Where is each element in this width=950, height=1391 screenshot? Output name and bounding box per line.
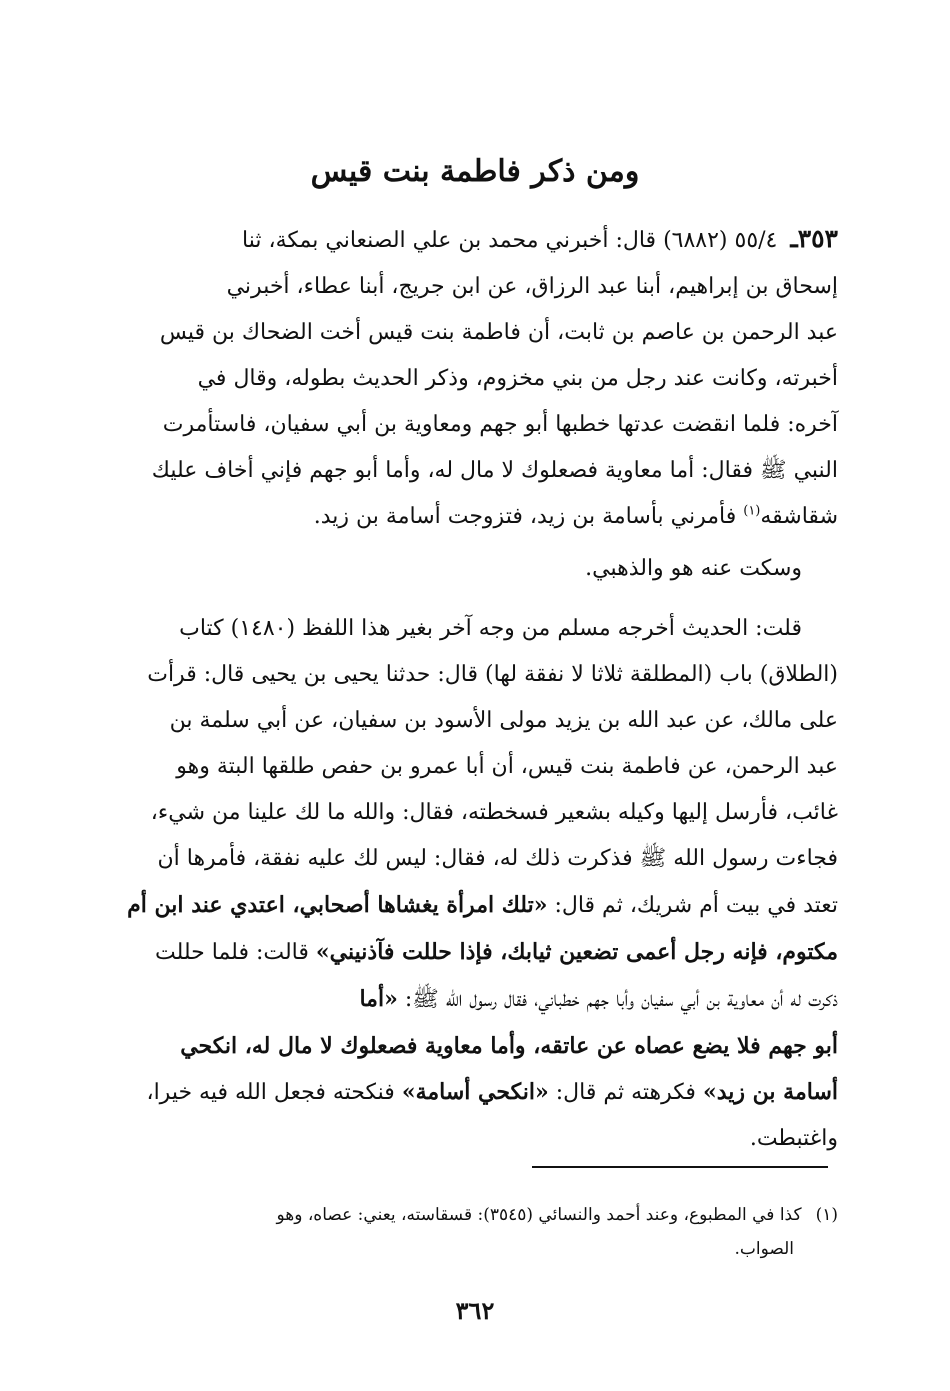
commentary-line-7 <box>120 882 838 929</box>
commentary-line-11 <box>120 1069 838 1116</box>
commentary-line-2: (الطلاق) باب (المطلقة ثلاثا لا نفقة لها) قال: حدثنا يحيى بن يحيى قال: قرأت <box>147 662 838 687</box>
commentary-line-8 <box>120 929 838 976</box>
commentary-line-10: أبو جهم فلا يضع عصاه عن عاتقه، وأما معاوية فصعلوك لا مال له، انكحي <box>180 1033 838 1059</box>
commentary-text: تعتد في بيت أم شريك، ثم قال: <box>547 893 838 918</box>
hadith-line-4: أخبرته، وكانت عند رجل من بني مخزوم، وذكر الحديث بطوله، وقال في <box>197 366 838 391</box>
commentary-paragraph <box>120 606 838 1162</box>
footnote-reference: (١) <box>743 503 761 519</box>
commentary-text: فنكحته فجعل الله فيه خيرا، <box>146 1080 402 1105</box>
commentary-line-1: قلت: الحديث أخرجه مسلم من وجه آخر بغير هذا اللفظ (١٤٨٠) كتاب <box>179 616 802 641</box>
commentary-text: ذكرت له أن معاوية بن أبي سفيان وأبا جهم خطباني، فقال رسول الله ﷺ: <box>397 987 838 1012</box>
page-number: ٣٦٢ <box>455 1296 495 1325</box>
commentary-text: فكرهته ثم قال: <box>548 1080 703 1105</box>
commentary-line-6: فجاءت رسول الله ﷺ فذكرت ذلك له، فقال: ليس لك عليه نفقة، فأمرها أن <box>157 846 838 871</box>
footnote-marker: (١) <box>815 1205 838 1225</box>
commentary-line-9 <box>120 976 838 1023</box>
prophetic-quote: «تلك امرأة يغشاها أصحابي، اعتدي عند ابن أم <box>127 892 548 918</box>
hadith-line-1 <box>120 216 838 264</box>
commentary-line-3: على مالك، عن عبد الله بن يزيد مولى الأسود بن سفيان، عن أبي سلمة بن <box>169 708 838 733</box>
commentary-text: قالت: فلما حللت <box>154 940 316 965</box>
commentary-line-5: غائب، فأرسل إليها وكيله بشعير فسخطته، فقال: والله ما لك علينا من شيء، <box>150 800 838 825</box>
footnote-text: كذا في المطبوع، وعند أحمد والنسائي (٣٥٤٥): قسقاسته، يعني: عصاه، وهو <box>276 1205 802 1225</box>
footnote <box>120 1198 838 1266</box>
prophetic-quote: «انكحي أسامة» <box>401 1079 549 1105</box>
hadith-last-text: شقاشقه <box>760 504 838 529</box>
hadith-number: ٣٥٣ـ <box>790 224 838 253</box>
section-heading: ومن ذكر فاطمة بنت قيس <box>310 154 640 189</box>
hadith-line-3: عبد الرحمن بن عاصم بن ثابت، أن فاطمة بنت قيس أخت الضحاك بن قيس <box>159 320 838 345</box>
footnote-divider <box>532 1166 828 1168</box>
hadith-line-2: إسحاق بن إبراهيم، أبنا عبد الرزاق، عن ابن جريج، أبنا عطاء، أخبرني <box>226 274 838 299</box>
hadith-line-7 <box>120 494 838 540</box>
prophetic-quote: مكتوم، فإنه رجل أعمى تضعين ثيابك، فإذا حللت فآذنيني» <box>315 939 838 965</box>
footnote-line-1 <box>120 1198 838 1232</box>
commentary-line-4: عبد الرحمن، عن فاطمة بنت قيس، أن أبا عمرو بن حفص طلقها البتة وهو <box>176 754 838 779</box>
hadith-line-6: النبي ﷺ فقال: أما معاوية فصعلوك لا مال له، وأما أبو جهم فإني أخاف عليك <box>151 458 838 483</box>
hadith-paragraph <box>120 216 838 540</box>
prophetic-quote: أسامة بن زيد» <box>702 1079 838 1105</box>
hadith-last-text-end: فأمرني بأسامة بن زيد، فتزوجت أسامة بن زيد. <box>313 504 744 529</box>
hadith-reference: ٥٥/٤ (٦٨٨٢) <box>663 228 778 253</box>
prophetic-quote: «أما <box>359 986 398 1012</box>
commentary-line-12: واغتبطت. <box>749 1126 838 1151</box>
hadith-line-5: آخره: فلما انقضت عدتها خطبها أبو جهم ومعاوية بن أبي سفيان، فاستأمرت <box>162 412 838 437</box>
silence-note: وسكت عنه هو والذهبي. <box>585 556 802 581</box>
hadith-line-text: قال: أخبرني محمد بن علي الصنعاني بمكة، ثنا <box>242 228 657 253</box>
footnote-line-2: الصواب. <box>734 1239 794 1259</box>
